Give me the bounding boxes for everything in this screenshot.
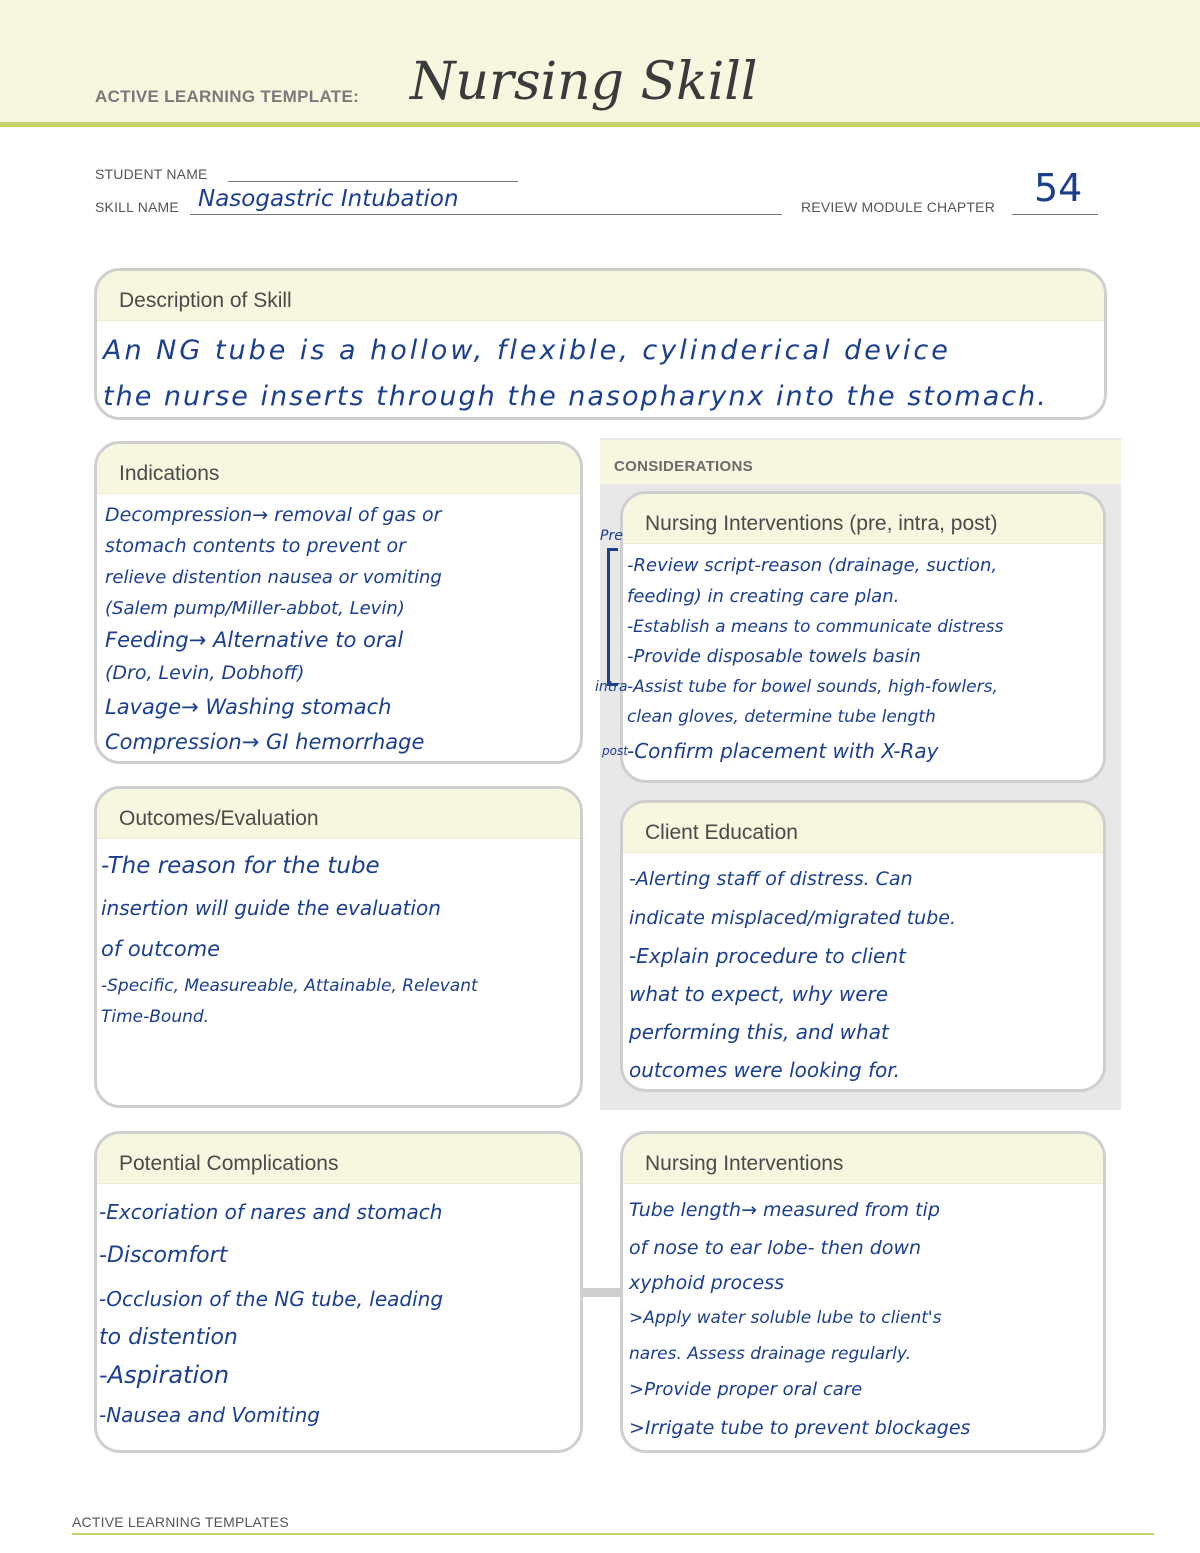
nursing-interventions-line: Tube length→ measured from tip xyxy=(629,1199,940,1221)
skill-name-label: SKILL NAME xyxy=(95,199,179,215)
description-line: An NG tube is a hollow, flexible, cylinderical device xyxy=(103,335,951,366)
indications-line: Decompression→ removal of gas or xyxy=(105,504,442,526)
complications-line: -Excoriation of nares and stomach xyxy=(99,1200,443,1224)
complications-line: -Occlusion of the NG tube, leading xyxy=(99,1287,444,1311)
indications-box xyxy=(94,441,583,764)
outcomes-line: -Specific, Measureable, Attainable, Relevant xyxy=(101,976,478,996)
client-education-title: Client Education xyxy=(623,803,1103,853)
nursing-interventions-line: of nose to ear lobe- then down xyxy=(629,1237,922,1259)
outcomes-line: insertion will guide the evaluation xyxy=(101,896,441,920)
indications-line: relieve distention nausea or vomiting xyxy=(105,567,442,588)
student-name-label: STUDENT NAME xyxy=(95,166,208,182)
margin-note-post: post xyxy=(602,744,628,758)
template-title: Nursing Skill xyxy=(410,52,758,112)
template-label: ACTIVE LEARNING TEMPLATE: xyxy=(95,87,360,106)
outcomes-line: of outcome xyxy=(101,937,221,961)
header-rule xyxy=(0,122,1200,127)
nursing-interventions-ppp-title: Nursing Interventions (pre, intra, post) xyxy=(623,494,1103,544)
nursing-interventions-ppp-line: clean gloves, determine tube length xyxy=(627,707,936,727)
outcomes-line: -The reason for the tube xyxy=(101,853,380,879)
complications-title: Potential Complications xyxy=(97,1134,580,1184)
description-line: the nurse inserts through the nasopharynx into the stomach. xyxy=(103,381,1048,412)
nursing-interventions-ppp-line: -Provide disposable towels basin xyxy=(627,646,921,667)
review-chapter-line[interactable] xyxy=(1012,214,1098,215)
complications-line: to distention xyxy=(99,1325,238,1350)
skill-name-line[interactable] xyxy=(190,214,782,215)
outcomes-box xyxy=(94,786,583,1108)
description-box xyxy=(94,268,1107,420)
nursing-interventions-ppp-line: -Review script-reason (drainage, suction, xyxy=(627,555,998,576)
nursing-interventions-title: Nursing Interventions xyxy=(623,1134,1103,1184)
nursing-interventions-line: >Provide proper oral care xyxy=(629,1379,863,1400)
nursing-interventions-line: >Irrigate tube to prevent blockages xyxy=(629,1417,971,1439)
indications-line: (Salem pump/Miller-abbot, Levin) xyxy=(105,598,405,619)
outcomes-line: Time-Bound. xyxy=(101,1007,210,1027)
indications-line: (Dro, Levin, Dobhoff) xyxy=(105,662,305,684)
nursing-interventions-line: >Apply water soluble lube to client's xyxy=(629,1308,942,1328)
nursing-interventions-ppp-line: -Confirm placement with X-Ray xyxy=(627,739,939,763)
margin-note-pre: Pre xyxy=(600,528,623,544)
indications-line: Feeding→ Alternative to oral xyxy=(105,628,404,652)
complications-line: -Aspiration xyxy=(99,1361,230,1389)
nursing-interventions-ppp-box xyxy=(620,491,1106,783)
review-chapter-label: REVIEW MODULE CHAPTER xyxy=(801,199,995,215)
footer-rule xyxy=(72,1533,1154,1535)
client-education-line: -Explain procedure to client xyxy=(629,944,906,968)
client-education-line: indicate misplaced/migrated tube. xyxy=(629,907,957,929)
complications-box xyxy=(94,1131,583,1453)
indications-title: Indications xyxy=(97,444,580,494)
considerations-label: CONSIDERATIONS xyxy=(614,458,753,475)
client-education-line: what to expect, why were xyxy=(629,982,889,1006)
nursing-interventions-ppp-line: feeding) in creating care plan. xyxy=(627,586,900,607)
client-education-box xyxy=(620,800,1106,1092)
description-title: Description of Skill xyxy=(97,271,1104,321)
outcomes-title: Outcomes/Evaluation xyxy=(97,789,580,839)
nursing-interventions-line: nares. Assess drainage regularly. xyxy=(629,1344,912,1364)
indications-line: Compression→ GI hemorrhage xyxy=(105,730,425,754)
pre-bracket xyxy=(607,548,618,686)
complications-line: -Discomfort xyxy=(99,1243,228,1268)
nursing-interventions-box xyxy=(620,1131,1106,1453)
nursing-interventions-line: xyphoid process xyxy=(629,1272,785,1294)
client-education-line: outcomes were looking for. xyxy=(629,1058,901,1082)
skill-name-value: Nasogastric Intubation xyxy=(198,186,459,212)
margin-note-intra: intra xyxy=(595,679,628,695)
client-education-line: performing this, and what xyxy=(629,1020,889,1044)
nursing-interventions-ppp-line: -Establish a means to communicate distress xyxy=(627,617,1004,637)
student-name-line[interactable] xyxy=(228,181,518,182)
nursing-interventions-ppp-line: -Assist tube for bowel sounds, high-fowlers, xyxy=(627,677,998,697)
footer-label: ACTIVE LEARNING TEMPLATES xyxy=(72,1514,289,1530)
client-education-line: -Alerting staff of distress. Can xyxy=(629,868,913,890)
complications-line: -Nausea and Vomiting xyxy=(99,1403,320,1427)
box-connector xyxy=(583,1288,621,1297)
indications-line: Lavage→ Washing stomach xyxy=(105,695,392,719)
indications-line: stomach contents to prevent or xyxy=(105,535,406,557)
review-chapter-value: 54 xyxy=(1034,166,1083,210)
